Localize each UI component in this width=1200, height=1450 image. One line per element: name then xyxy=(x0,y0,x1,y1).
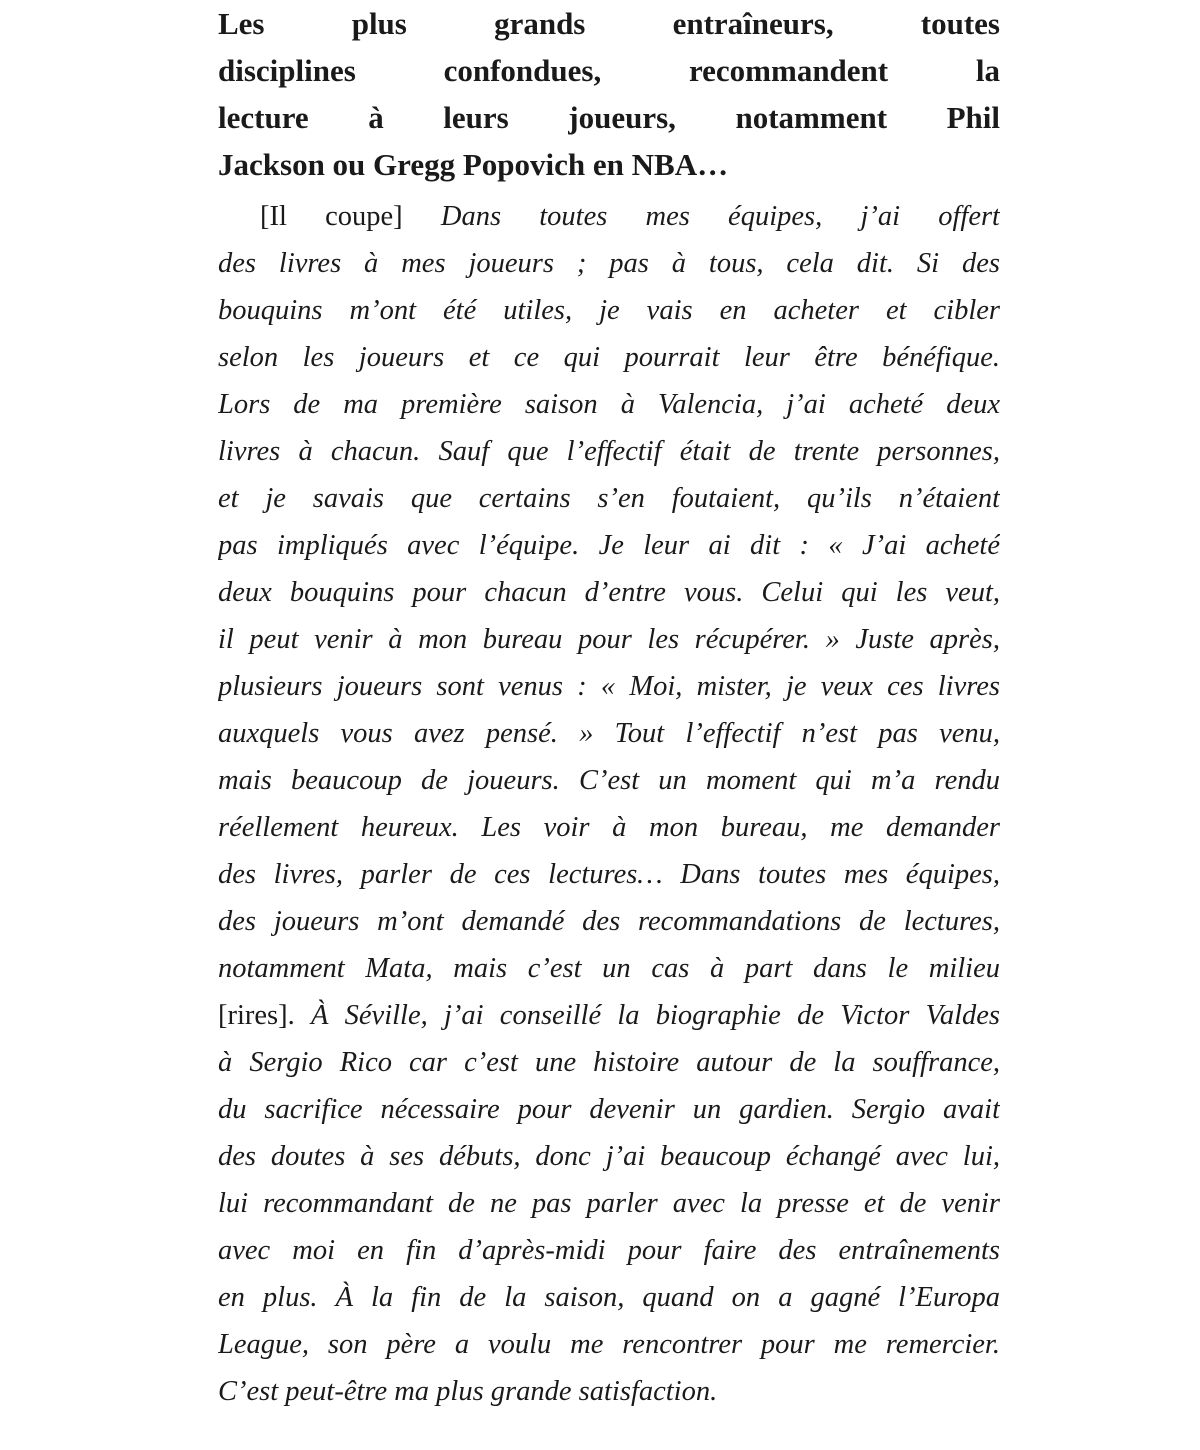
answer-text: bouquins m’ont été utiles, je vais en acheter et cibler xyxy=(218,295,1000,326)
answer-line xyxy=(218,945,1000,992)
answer-text: pas impliqués avec l’équipe. Je leur ai dit : « J’ai acheté xyxy=(218,530,1000,561)
answer-text: du sacrifice nécessaire pour devenir un gardien. Sergio avait xyxy=(218,1094,1000,1125)
answer-text: des livres à mes joueurs ; pas à tous, cela dit. Si des xyxy=(218,248,1000,279)
answer-line xyxy=(218,851,1000,898)
answer-text: réellement heureux. Les voir à mon bureau, me demander xyxy=(218,812,1000,843)
answer-line xyxy=(218,381,1000,428)
editorial-note: [rires]. xyxy=(218,1000,311,1031)
answer-text: livres à chacun. Sauf que l’effectif était de trente personnes, xyxy=(218,436,1000,467)
answer-text: notamment Mata, mais c’est un cas à part dans le milieu xyxy=(218,953,1000,984)
answer-line xyxy=(218,1086,1000,1133)
answer-text: deux bouquins pour chacun d’entre vous. Celui qui les veut, xyxy=(218,577,1000,608)
answer-text: des livres, parler de ces lectures… Dans toutes mes équipes, xyxy=(218,859,1000,890)
answer-line xyxy=(218,1180,1000,1227)
answer-line xyxy=(218,1133,1000,1180)
answer-text: auxquels vous avez pensé. » Tout l’effectif n’est pas venu, xyxy=(218,718,1000,749)
editorial-note: [Il coupe] xyxy=(260,201,441,232)
answer-text: League, son père a voulu me rencontrer pour me remercier. xyxy=(218,1329,1000,1360)
answer-line xyxy=(218,475,1000,522)
answer-line xyxy=(218,569,1000,616)
answer-text: avec moi en fin d’après-midi pour faire des entraînements xyxy=(218,1235,1000,1266)
question-line: disciplines confondues, recommandent la xyxy=(218,53,1000,88)
answer-text: selon les joueurs et ce qui pourrait leur être bénéfique. xyxy=(218,342,1000,373)
answer-line xyxy=(218,898,1000,945)
answer-text: à Sergio Rico car c’est une histoire autour de la souffrance, xyxy=(218,1047,1000,1078)
answer-text: plusieurs joueurs sont venus : « Moi, mister, je veux ces livres xyxy=(218,671,1000,702)
answer-line xyxy=(218,1368,1000,1415)
interview-answer xyxy=(218,193,1000,1415)
answer-text: lui recommandant de ne pas parler avec la presse et de venir xyxy=(218,1188,1000,1219)
answer-line xyxy=(218,1227,1000,1274)
answer-text: des joueurs m’ont demandé des recommandations de lectures, xyxy=(218,906,1000,937)
answer-line xyxy=(218,710,1000,757)
answer-line xyxy=(218,287,1000,334)
answer-line xyxy=(218,804,1000,851)
answer-text: des doutes à ses débuts, donc j’ai beaucoup échangé avec lui, xyxy=(218,1141,1000,1172)
answer-line xyxy=(218,428,1000,475)
answer-line xyxy=(218,240,1000,287)
answer-line xyxy=(218,193,1000,240)
answer-text: À Séville, j’ai conseillé la biographie de Victor Valdes xyxy=(311,1000,1000,1031)
question-line: Les plus grands entraîneurs, toutes xyxy=(218,6,1000,41)
answer-text: Dans toutes mes équipes, j’ai offert xyxy=(440,201,1000,232)
answer-line xyxy=(218,1274,1000,1321)
interview-question xyxy=(218,0,1000,190)
answer-line xyxy=(218,1321,1000,1368)
answer-text: en plus. À la fin de la saison, quand on a gagné l’Europa xyxy=(218,1282,1000,1313)
answer-text: il peut venir à mon bureau pour les récupérer. » Juste après, xyxy=(218,624,1000,655)
answer-line xyxy=(218,663,1000,710)
answer-text: Lors de ma première saison à Valencia, j’ai acheté deux xyxy=(218,389,1000,420)
question-line: lecture à leurs joueurs, notamment Phil xyxy=(218,100,1000,135)
question-line: Jackson ou Gregg Popovich en NBA… xyxy=(218,147,729,182)
answer-line xyxy=(218,992,1000,1039)
answer-line xyxy=(218,334,1000,381)
answer-line xyxy=(218,616,1000,663)
answer-text: C’est peut-être ma plus grande satisfaction. xyxy=(218,1376,718,1407)
answer-line xyxy=(218,757,1000,804)
article-column xyxy=(218,0,1000,1415)
answer-line xyxy=(218,1039,1000,1086)
answer-text: mais beaucoup de joueurs. C’est un moment qui m’a rendu xyxy=(218,765,1000,796)
answer-line xyxy=(218,522,1000,569)
answer-text: et je savais que certains s’en foutaient, qu’ils n’étaient xyxy=(218,483,1000,514)
